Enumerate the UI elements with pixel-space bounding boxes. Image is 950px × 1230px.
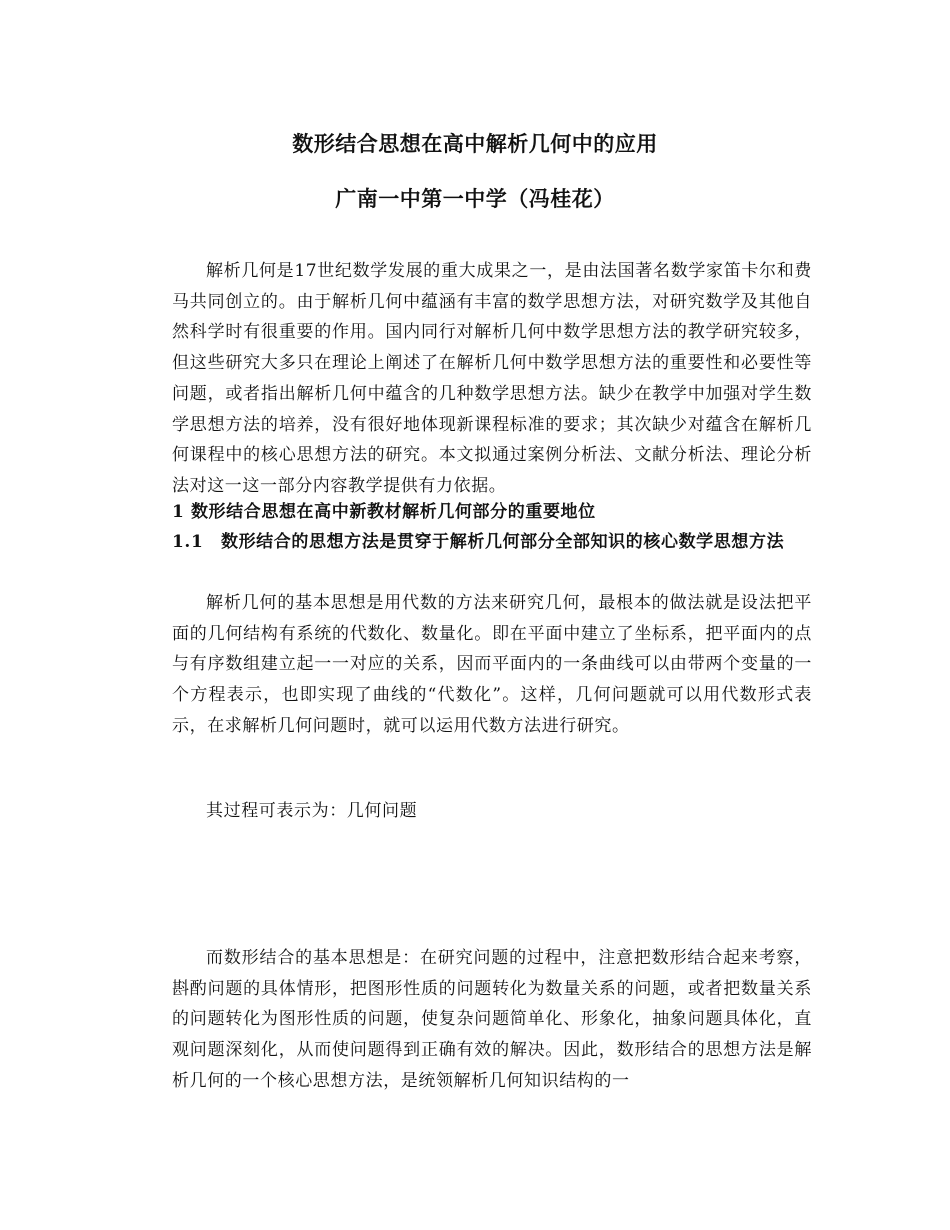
section-1-heading: 1 数形结合思想在高中新教材解析几何部分的重要地位 bbox=[172, 502, 596, 522]
process-paragraph: 其过程可表示为：几何问题 bbox=[206, 801, 418, 821]
intro-paragraph: 解析几何是17世纪数学发展的重大成果之一，是由法国著名数学家笛卡尔和费马共同创立的。由于解析几何中蕴涵有丰富的数学思想方法，对研究数学及其他自然科学时有很重要的作用。国内同行对解析几何中数学思想方法的教学研究较多，但这些研究大多只在理论上阐述了在解析几何中数学思想方法的重要性和必要性等问题，或者指出解析几何中蕴含的几种数学思想方法。缺少在教学中加强对学生数学思想方法的培养，没有很好地体现新课程标准的要求；其次缺少对蕴含在解析几何课程中的核心思想方法的研究。本文拟通过案例分析法、文献分析法、理论分析法对这一这一部分内容教学提供有力依据。 bbox=[172, 261, 812, 496]
combination-paragraph: 而数形结合的基本思想是：在研究问题的过程中，注意把数形结合起来考察，斟酌问题的具体情形，把图形性质的问题转化为数量关系的问题，或者把数量关系的问题转化为图形性质的问题，使复杂问题简单化、形象化，抽象问题具体化，直观问题深刻化，从而使问题得到正确有效的解决。因此，数形结合的思想方法是解析几何的一个核心思想方法，是统领解析几何知识结构的一 bbox=[172, 948, 812, 1091]
basic-idea-paragraph: 解析几何的基本思想是用代数的方法来研究几何，最根本的做法就是设法把平面的几何结构有系统的代数化、数量化。即在平面中建立了坐标系，把平面内的点与有序数组建立起一一对应的关系，因而平面内的一条曲线可以由带两个变量的一个方程表示，也即实现了曲线的“代数化”。这样，几何问题就可以用代数形式表示，在求解析几何问题时，就可以运用代数方法进行研究。 bbox=[172, 593, 812, 736]
section-1-1-heading: 1.1 数形结合的思想方法是贯穿于解析几何部分全部知识的核心数学思想方法 bbox=[172, 532, 785, 552]
author-line: 广南一中第一中学（冯桂花） bbox=[335, 186, 615, 211]
page-title: 数形结合思想在高中解析几何中的应用 bbox=[292, 131, 658, 156]
